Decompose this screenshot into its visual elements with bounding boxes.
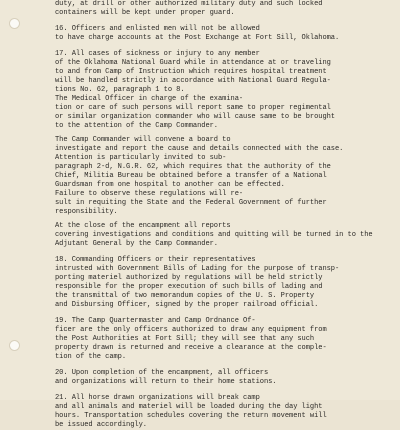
text-line: ficer are the only officers authorized to draw any equipment from [55,326,327,334]
text-line: and organizations will return to their home stations. [55,378,277,386]
text-line: Adjutant General by the Camp Commander. [55,240,218,248]
paragraph-17 [55,50,375,131]
text-line: Attention is particularly invited to sub- [55,154,227,162]
paragraph-19 [55,317,375,362]
text-line: At the close of the encampment all reports [55,222,231,230]
text-line: be issued accordingly. [55,421,147,429]
text-line: porting materiel authorized by regulations will be held strictly [55,274,323,282]
text-line: sult in requiting the State and the Federal Government of further [55,199,327,207]
text-line: property drawn is returned and receive a clearance at the comple- [55,344,327,352]
text-line: responsibility. [55,208,118,216]
text-line: of the Oklahoma National Guard while in attendance at or traveling [55,59,331,67]
paragraph-18 [55,256,375,310]
paragraph-17-board [55,136,375,217]
text-line: paragraph 2-d, N.G.R. 62, which requires that the authority of the [55,163,331,171]
text-line: 18. Commanding Officers or their representatives [55,256,256,264]
text-line: intrusted with Government Bills of Lading for the purpose of transp- [55,265,340,273]
text-line: Chief, Militia Bureau be obtained before a transfer of a National [55,172,327,180]
punch-hole-bottom [9,340,20,351]
text-line: containers will be kept under proper guard. [55,9,235,17]
paragraph-17-reports [55,222,375,249]
text-line: to and from Camp of Instruction which requires hospital treatment [55,68,327,76]
text-line: to have charge accounts at the Post Exchange at Fort Sill, Oklahoma. [55,34,340,42]
paragraph-15-end [55,0,375,18]
paragraph-16 [55,25,375,43]
paragraph-20 [55,369,375,387]
text-line: hours. Transportation schedules covering the return movement will [55,412,327,420]
text-line: or similar organization commander who will cause same to be brought [55,113,335,121]
text-line: and Disbursing Officer, signed by the proper railroad official. [55,301,319,309]
text-line: The Camp Commander will convene a board to [55,136,231,144]
paragraph-21 [55,394,375,430]
text-line: the Post Authorities at Fort Sill; they will see that any such [55,335,315,343]
text-line: duty, at drill or other authorized military duty and such locked [55,0,323,8]
text-line: 16. Officers and enlisted men will not be allowed [55,25,260,33]
text-line: to the attention of the Camp Commander. [55,122,218,130]
text-line: 19. The Camp Quartermaster and Camp Ordnance Of- [55,317,256,325]
text-line: tion of the camp. [55,353,127,361]
text-line: 21. All horse drawn organizations will break camp [55,394,260,402]
text-line: Failure to observe these regulations will re- [55,190,244,198]
punch-hole-top [9,18,20,29]
text-line: responsible for the proper execution of such bills of lading and [55,283,323,291]
text-line: The Medical Officer in charge of the examina- [55,95,244,103]
text-line: investigate and report the cause and details connected with the case. [55,145,344,153]
text-line: and all animals and materiel will be loaded during the day light [55,403,323,411]
text-line: Guardsman from one hospital to another can be effected. [55,181,285,189]
text-line: 17. All cases of sickness or injury to any member [55,50,260,58]
document-body [55,0,375,430]
text-line: tions No. 62, paragraph 1 to 8. [55,86,185,94]
text-line: will be handled strictly in accordance with National Guard Regula- [55,77,331,85]
text-line: the transmittal of two memorandum copies of the U. S. Property [55,292,315,300]
text-line: covering investigations and conditions and quitting will be turned in to the [55,231,373,239]
text-line: tion or care of such persons will report same to proper regimental [55,104,331,112]
text-line: 20. Upon completion of the encampment, all officers [55,369,269,377]
